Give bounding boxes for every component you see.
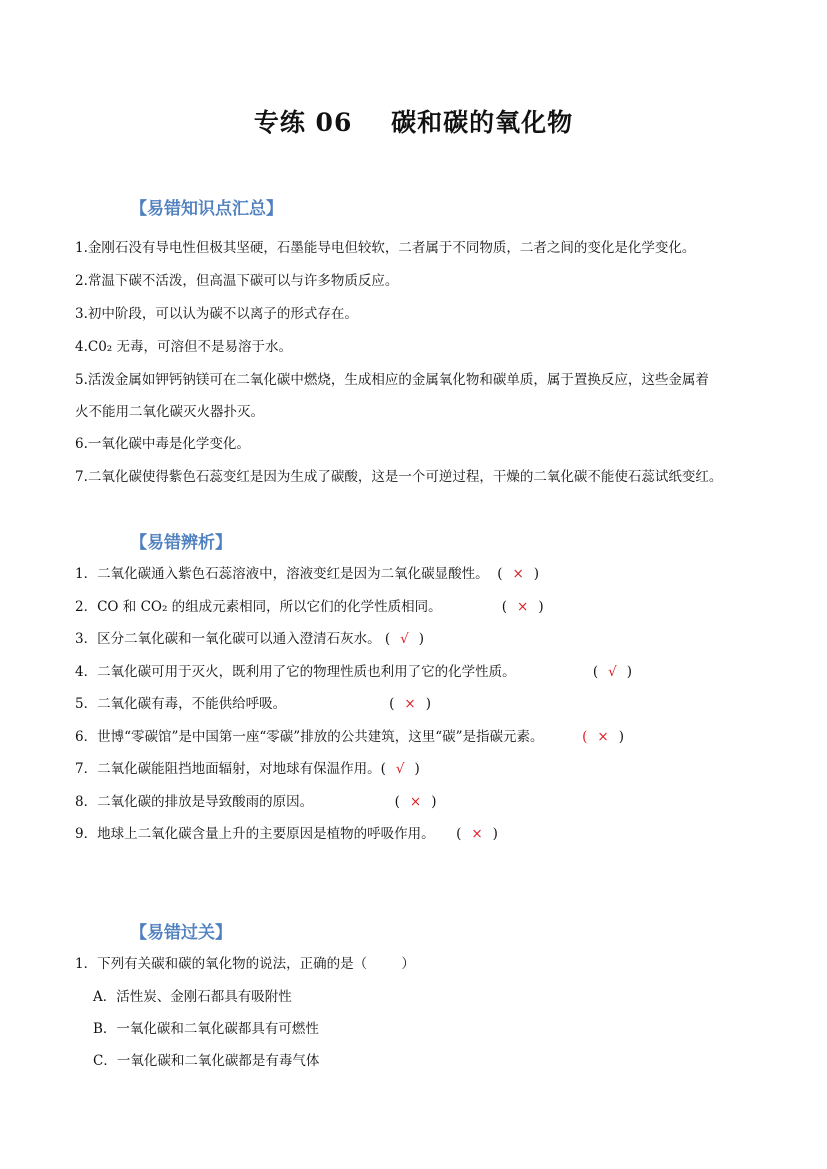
- analysis-heading: 【易错辨析】: [130, 533, 232, 553]
- summary-line: 6.一氧化碳中毒是化学变化。: [75, 436, 250, 452]
- summary-line: 5.活泼金属如钾钙钠镁可在二氧化碳中燃烧，生成相应的金属氧化物和碳单质，属于置换反应，这些金属着: [75, 372, 709, 388]
- analysis-item: [75, 660, 632, 680]
- practice-heading: 【易错过关】: [130, 923, 232, 943]
- analysis-item: [75, 725, 624, 745]
- analysis-item: [75, 790, 437, 810]
- summary-line: 2.常温下碳不活泼，但高温下碳可以与许多物质反应。: [75, 273, 399, 289]
- answer-mark: ×: [409, 794, 422, 810]
- answer-mark: ×: [512, 566, 524, 582]
- analysis-item-text: 3．区分二氧化碳和一氧化碳可以通入澄清石灰水。: [75, 631, 381, 647]
- practice-option: B．一氧化碳和二氧化碳都具有可燃性: [93, 1021, 319, 1037]
- analysis-item-gap: [313, 794, 395, 810]
- practice-question: 1．下列有关碳和碳的氧化物的说法，正确的是（ ）: [75, 956, 415, 972]
- analysis-item-text: 9．地球上二氧化碳含量上升的主要原因是植物的呼吸作用。: [75, 826, 435, 842]
- answer-paren: ( √ ): [380, 761, 420, 777]
- analysis-item-gap: [516, 664, 593, 680]
- practice-option: C．一氧化碳和二氧化碳都是有毒气体: [93, 1053, 320, 1069]
- summary-line: 1.金刚石没有导电性但极其坚硬，石墨能导电但较软，二者属于不同物质，二者之间的变化是化学变化。: [75, 240, 696, 256]
- answer-paren: ( √ ): [384, 631, 425, 647]
- analysis-item-text: 4．二氧化碳可用于灭火，既利用了它的物理性质也利用了它的化学性质。: [75, 664, 516, 680]
- practice-option: A．活性炭、金刚石都具有吸附性: [93, 989, 292, 1005]
- answer-paren: ( × ): [497, 566, 540, 582]
- analysis-item-text: 2．CO 和 CO₂ 的组成元素相同，所以它们的化学性质相同。: [75, 599, 442, 615]
- analysis-item-text: 8．二氧化碳的排放是导致酸雨的原因。: [75, 794, 314, 810]
- answer-mark: ×: [471, 826, 483, 842]
- answer-paren: ( × ): [389, 696, 431, 712]
- analysis-item: [75, 595, 544, 615]
- summary-line: 7.二氧化碳使得紫色石蕊变红是因为生成了碳酸，这是一个可逆过程，干燥的二氧化碳不能使石蕊试纸变红。: [75, 469, 723, 485]
- analysis-item-text: 5．二氧化碳有毒，不能供给呼吸。: [75, 696, 287, 712]
- answer-paren: ( × ): [582, 729, 624, 745]
- answer-mark: ×: [517, 599, 529, 615]
- analysis-item: [75, 562, 539, 582]
- answer-mark: ×: [597, 729, 609, 745]
- answer-paren: ( × ): [394, 794, 437, 810]
- analysis-item: [75, 757, 420, 777]
- analysis-item-gap: [442, 599, 502, 615]
- analysis-item-gap: [544, 729, 583, 745]
- analysis-item-gap: [435, 826, 456, 842]
- page-title: 专练 06 碳和碳的氧化物: [253, 108, 574, 137]
- answer-mark: √: [395, 761, 405, 777]
- analysis-item-text: 6．世博“零碳馆”是中国第一座“零碳”排放的公共建筑，这里“碳”是指碳元素。: [75, 729, 544, 745]
- answer-paren: ( × ): [456, 826, 498, 842]
- analysis-item-text: 7．二氧化碳能阻挡地面辐射，对地球有保温作用。: [75, 761, 381, 777]
- analysis-item-gap: [489, 566, 498, 582]
- answer-mark: √: [400, 631, 409, 647]
- analysis-item: [75, 627, 424, 647]
- summary-line: 火不能用二氧化碳灭火器扑灭。: [75, 404, 264, 420]
- analysis-item-gap: [286, 696, 389, 712]
- analysis-item: [75, 692, 431, 712]
- answer-mark: ×: [404, 696, 416, 712]
- summary-line: 4.C0₂ 无毒，可溶但不是易溶于水。: [75, 339, 293, 355]
- summary-line: 3.初中阶段，可以认为碳不以离子的形式存在。: [75, 306, 358, 322]
- answer-mark: √: [608, 664, 617, 680]
- summary-heading: 【易错知识点汇总】: [130, 199, 283, 219]
- answer-paren: ( √ ): [592, 664, 633, 680]
- analysis-item: [75, 822, 498, 842]
- answer-paren: ( × ): [501, 599, 544, 615]
- analysis-item-text: 1．二氧化碳通入紫色石蕊溶液中，溶液变红是因为二氧化碳显酸性。: [75, 566, 489, 582]
